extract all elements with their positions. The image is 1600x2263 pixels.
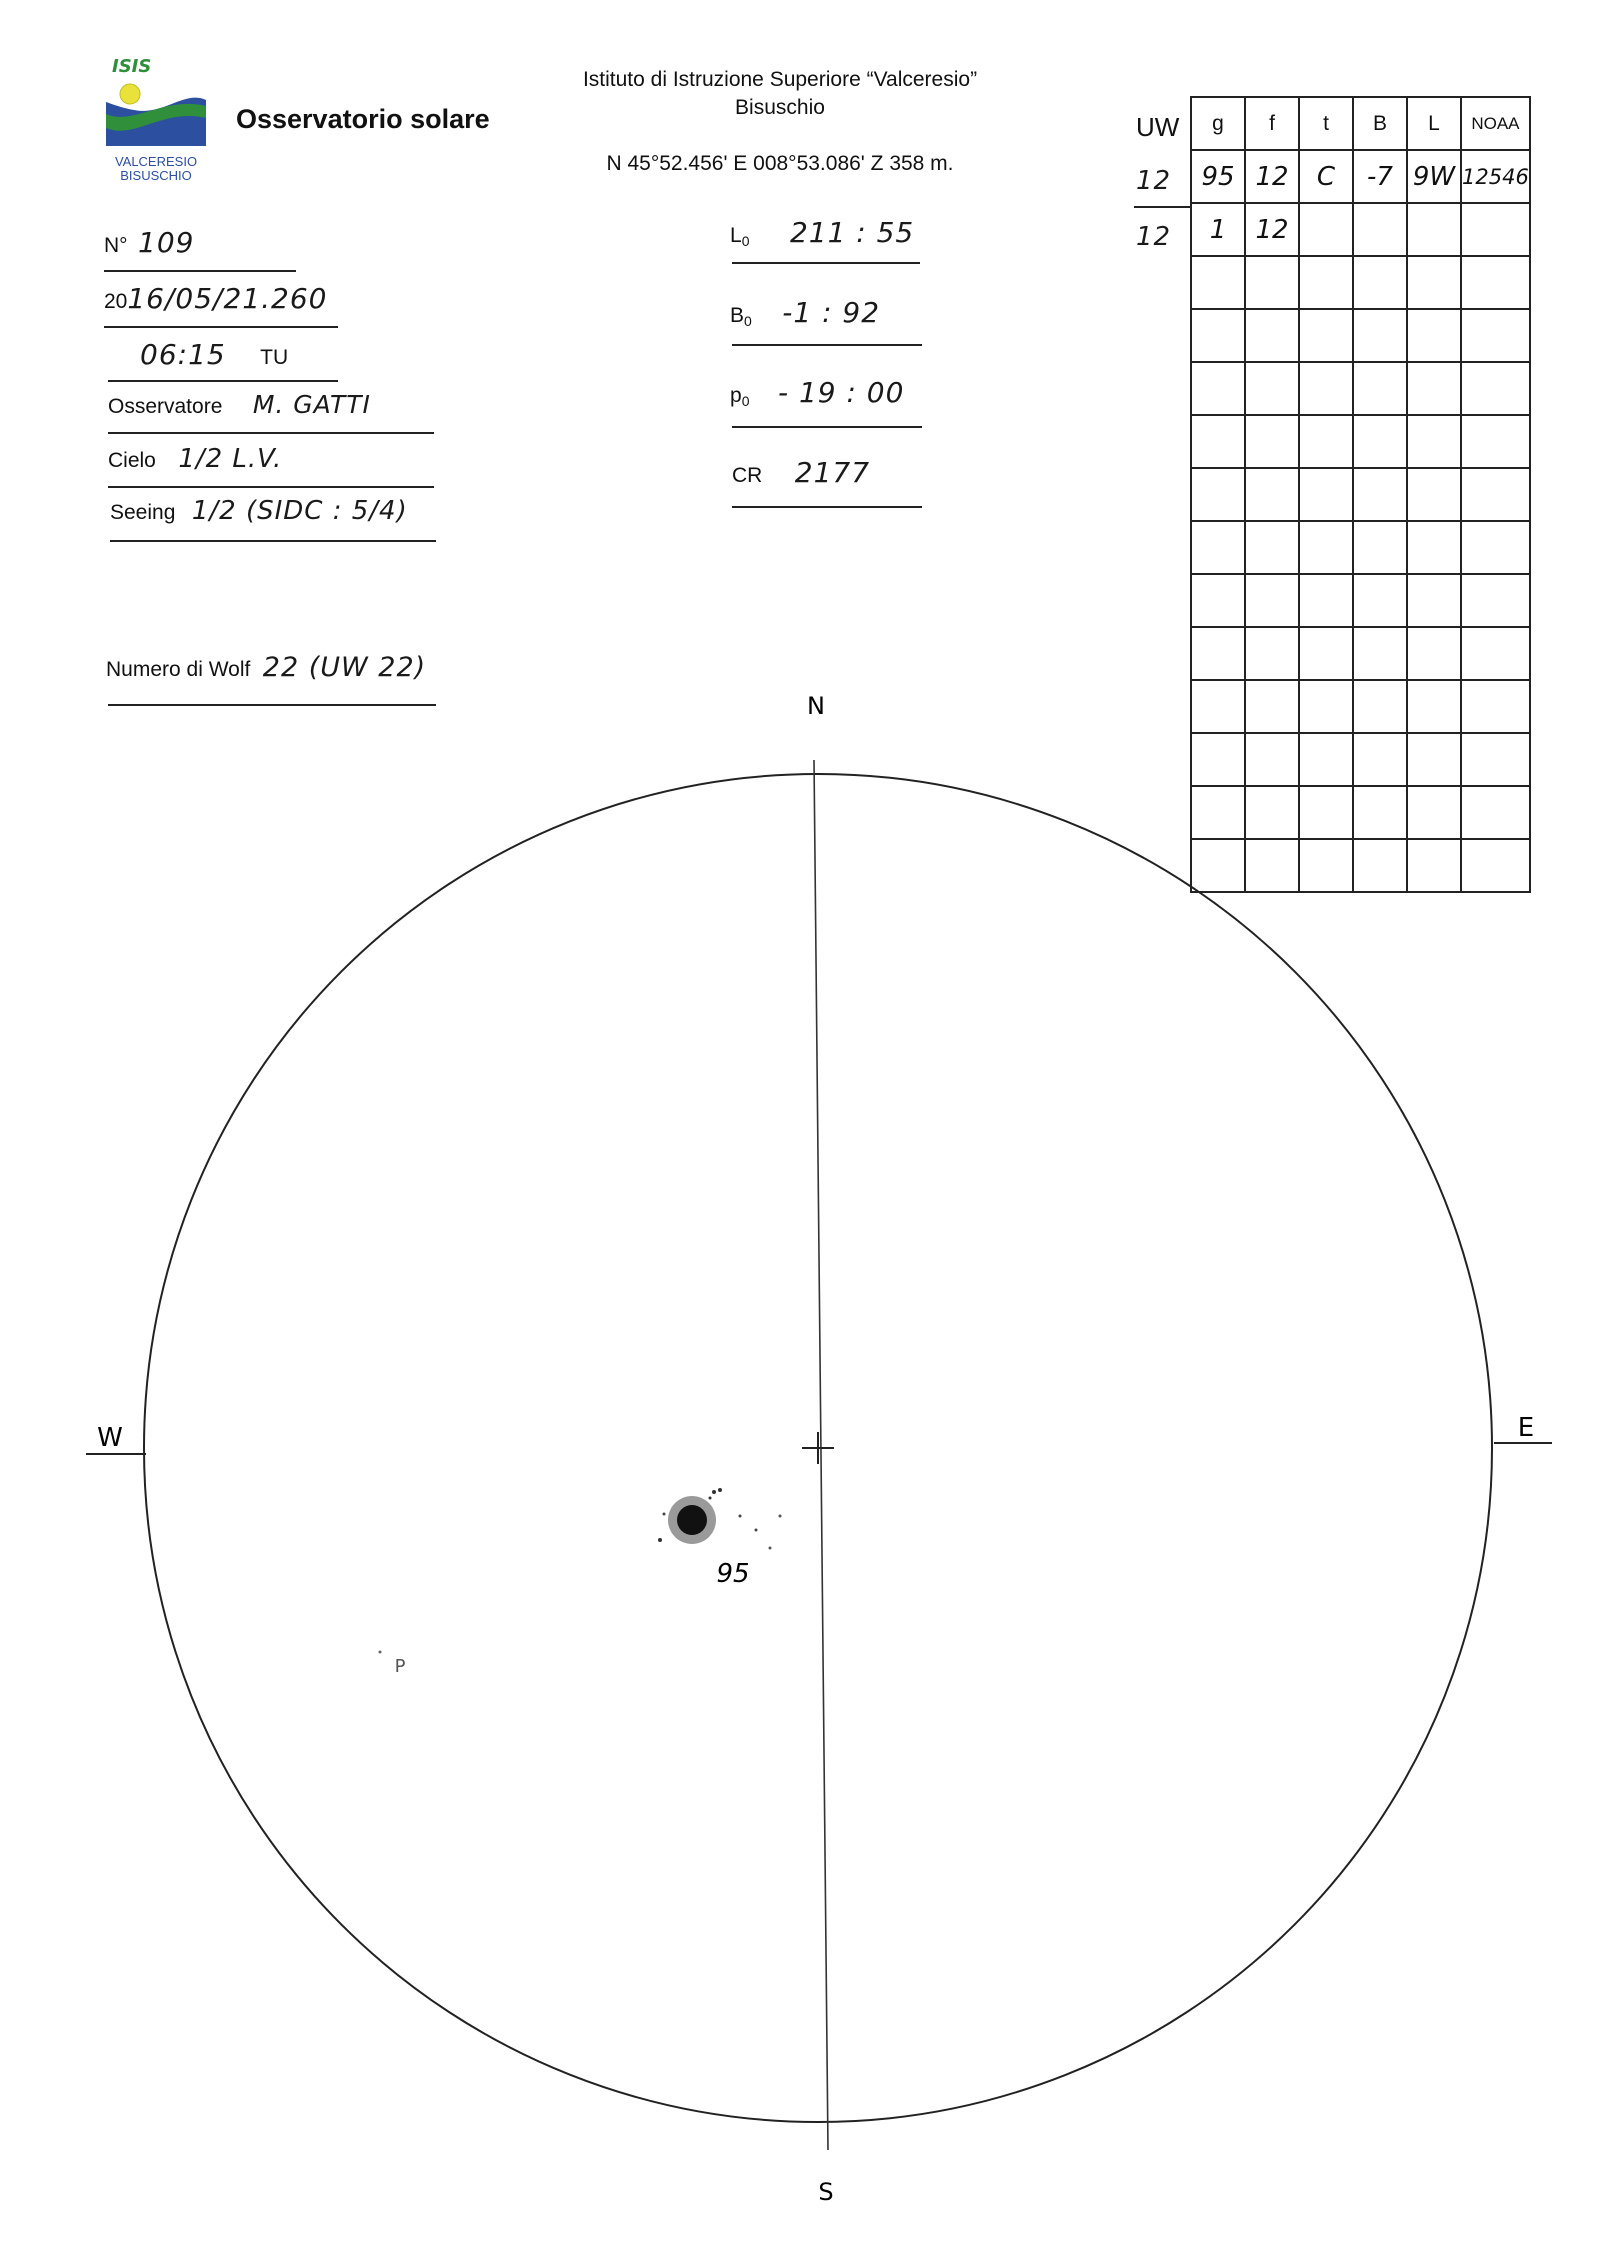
sunspot-group-95: [658, 1488, 782, 1550]
sky-value: 1/2 L.V.: [178, 444, 283, 474]
observer-label: Osservatore: [108, 395, 223, 418]
umbra: [677, 1505, 707, 1535]
seeing-value: 1/2 (SIDC : 5/4): [191, 496, 408, 526]
b0-sub: 0: [744, 313, 752, 330]
date-value: 16/05/21.260: [127, 282, 328, 315]
logo-acronym: ISIS: [112, 56, 152, 77]
b0-label: B: [730, 304, 745, 327]
logo-place-1: VALCERESIO: [114, 154, 198, 169]
cell-f: 12: [1245, 150, 1299, 203]
number-value: 109: [138, 226, 195, 259]
logo-place-2: BISUSCHIO: [120, 168, 192, 183]
north-label: N: [807, 692, 825, 720]
sky-label: Cielo: [108, 449, 156, 472]
header-t: t: [1299, 97, 1353, 150]
south-label: S: [818, 2178, 834, 2206]
uw-row-1: 12: [1136, 166, 1172, 196]
observatory-title: Osservatorio solare: [236, 104, 490, 134]
wolf-label: Numero di Wolf: [106, 658, 251, 681]
meridian-line: [814, 760, 828, 2150]
cell-l: 9W: [1407, 150, 1461, 203]
facula-label: P: [394, 1656, 406, 1677]
header-b: B: [1353, 97, 1407, 150]
cell-g: 1: [1191, 203, 1245, 256]
header-g: g: [1191, 97, 1245, 150]
wolf-value: 22 (UW 22): [262, 652, 427, 683]
cell-noaa: 12546: [1461, 150, 1530, 203]
uw-row-2: 12: [1136, 222, 1172, 252]
b0-value: -1 : 92: [782, 296, 881, 329]
time-unit: TU: [260, 346, 289, 369]
institute-name: Istituto di Istruzione Superiore “Valceresio”: [582, 68, 978, 91]
header-l: L: [1407, 97, 1461, 150]
sunspot-group-label: 95: [716, 1559, 750, 1589]
cr-label: CR: [732, 464, 763, 487]
p0-value: - 19 : 00: [777, 376, 905, 409]
cell-f: 12: [1245, 203, 1299, 256]
cell-b: -7: [1353, 150, 1407, 203]
west-label: W: [97, 1423, 123, 1453]
observer-value: M. GATTI: [252, 390, 371, 419]
cell-g: 95: [1191, 150, 1245, 203]
header-noaa: NOAA: [1461, 97, 1530, 150]
date-prefix: 20: [104, 290, 128, 313]
seeing-label: Seeing: [110, 501, 176, 524]
time-value: 06:15: [140, 338, 226, 371]
number-label: N°: [104, 234, 128, 257]
p0-label: p: [730, 384, 742, 407]
facula-mark: [379, 1651, 382, 1654]
header-f: f: [1245, 97, 1299, 150]
cell-t: C: [1299, 150, 1353, 203]
l0-value: 211 : 55: [789, 216, 915, 249]
uw-header: UW: [1136, 112, 1180, 142]
cr-value: 2177: [794, 456, 871, 489]
l0-sub: 0: [741, 233, 750, 250]
observatory-coordinates: N 45°52.456' E 008°53.086' Z 358 m.: [606, 152, 954, 175]
p0-sub: 0: [741, 393, 750, 410]
institute-town: Bisuschio: [735, 96, 825, 119]
east-label: E: [1517, 1413, 1535, 1443]
l0-label: L: [730, 224, 742, 247]
